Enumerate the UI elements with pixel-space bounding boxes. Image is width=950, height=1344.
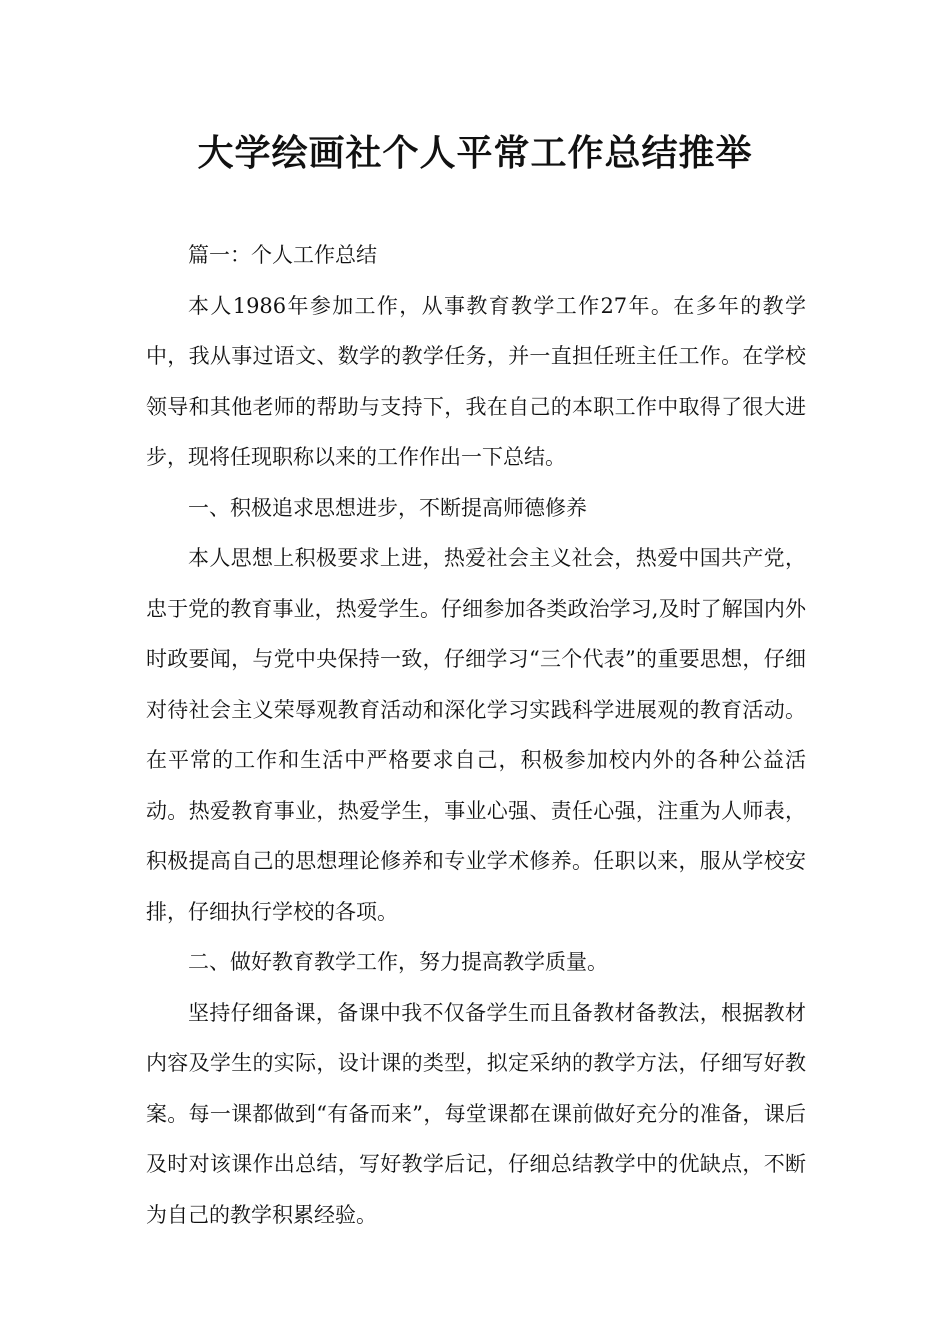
document-body: [146, 230, 806, 1240]
section-heading-one: 一、积极追求思想进步，不断提高师德修养: [188, 495, 587, 520]
paragraph-ideology: 本人思想上积极要求上进，热爱社会主义社会，热爱中国共产党，忠于党的教育事业，热爱学生。仔细参加各类政治学习,及时了解国内外时政要闻，与党中央保持一致，仔细学习“三个代表”的重要思想，仔细对待社会主义荣辱观教育活动和深化学习实践科学进展观的教育活动。在平常的工作和生活中严格要求自己，积极参加校内外的各种公益活动。热爱教育事业，热爱学生，事业心强、责任心强，注重为人师表，积极提高自己的思想理论修养和专业学术修养。任职以来，服从学校安排，仔细执行学校的各项。: [146, 546, 806, 924]
document-title: 大学绘画社个人平常工作总结推举: [197, 133, 753, 174]
paragraph-introduction: 本人1986年参加工作，从事教育教学工作27年。在多年的教学中，我从事过语文、数学的教学任务，并一直担任班主任工作。在学校领导和其他老师的帮助与支持下，我在自己的本职工作中取得了很大进步，现将任现职称以来的工作作出一下总结。: [146, 293, 806, 469]
paragraph-lesson-preparation: 坚持仔细备课，备课中我不仅备学生而且备教材备教法，根据教材内容及学生的实际，设计课的类型，拟定采纳的教学方法，仔细写好教案。每一课都做到“有备而来”，每堂课都在课前做好充分的准备，课后及时对该课作出总结，写好教学后记，仔细总结教学中的优缺点，不断为自己的教学积累经验。: [146, 1000, 806, 1227]
section-heading-part-one: 篇一：个人工作总结: [188, 243, 377, 267]
section-heading-two: 二、做好教育教学工作，努力提高教学质量。: [188, 950, 608, 974]
